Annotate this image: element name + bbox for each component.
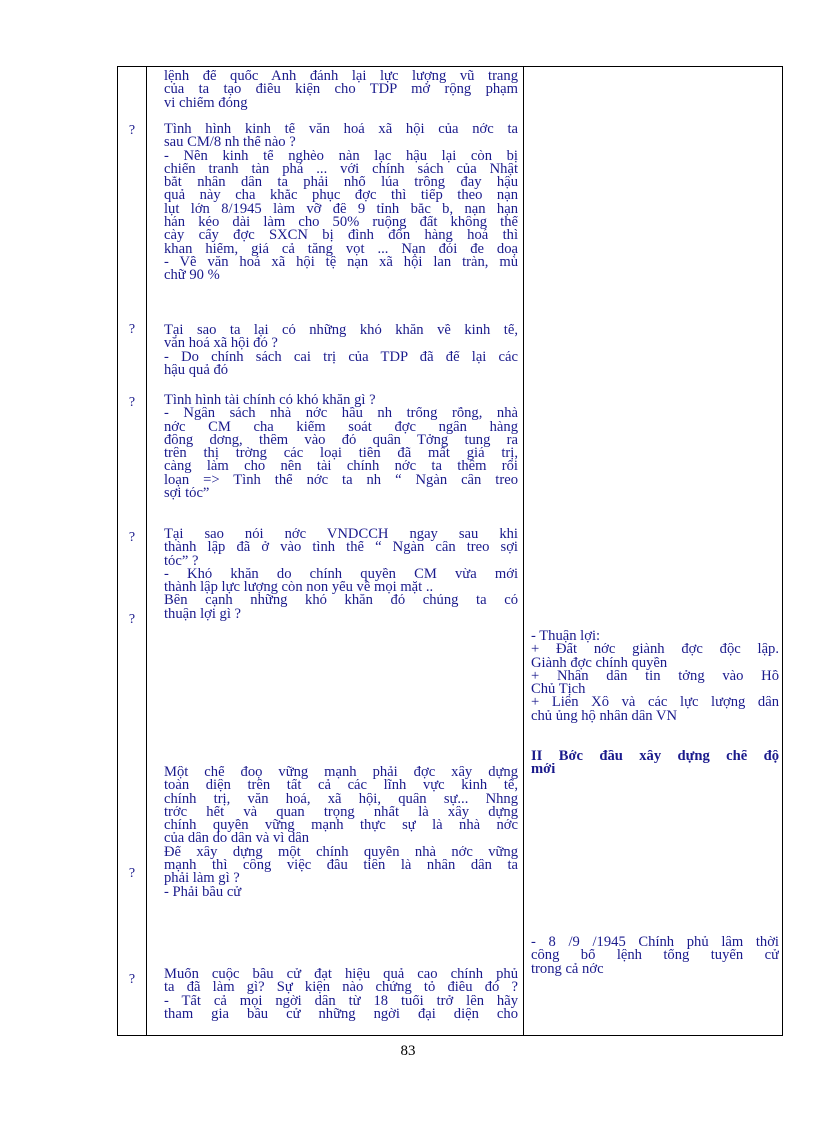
section-heading <box>531 750 779 777</box>
text-line: trong cả nớc <box>531 962 604 976</box>
text-line: Giành đợc chính quyền <box>531 656 668 670</box>
text-line: bắt nhân dân ta phải nhổ lúa trồng đay hậu <box>164 176 518 190</box>
heading-line: mới <box>531 763 556 777</box>
text-line: Một chế đoọ vững mạnh phải đợc xây dựng <box>164 766 518 780</box>
text-line: chính quyền vững mạnh thực sự là nhà nớc <box>164 819 518 833</box>
text-line: hậu quả đó <box>164 363 229 378</box>
text-line: cày cấy đợc SXCN bị đình đốn hàng hoá thì <box>164 229 518 243</box>
text-line: - Thuận lợi: <box>531 630 601 644</box>
text-block <box>531 630 779 723</box>
text-block <box>164 528 518 621</box>
heading-line: II Bớc đầu xây dựng chế độ <box>531 750 779 764</box>
text-line: + Đất nớc giành đợc độc lập. <box>531 643 779 657</box>
text-line: loạn => Tình thế nớc ta nh “ Ngàn cân treo <box>164 473 518 488</box>
text-line: chủ ủng hộ nhân dân VN <box>531 709 678 724</box>
text-line: công bố lệnh tổng tuyển cử <box>531 949 779 963</box>
text-line: tóc” ? <box>164 554 199 568</box>
text-line: sợi tóc” <box>164 487 210 501</box>
column-divider-right <box>523 67 524 1035</box>
text-line: Tại sao ta lại có những khó khăn về kinh tế, <box>164 324 518 338</box>
text-line: nớc CM cha kiểm soát đợc ngân hàng <box>164 420 518 434</box>
text-line: + Liên Xô và các lực lượng dân <box>531 696 779 710</box>
text-line: toàn diện trên tất cả các lĩnh vực kinh tế, <box>164 779 518 793</box>
text-block <box>164 123 518 283</box>
text-line: văn hoá xã hội đó ? <box>164 337 278 351</box>
text-line: - Nền kinh tế nghèo nàn lạc hậu lại còn bị <box>164 149 518 163</box>
content-table <box>117 66 783 1036</box>
question-mark: ? <box>128 123 136 138</box>
text-line: Tình hình tài chính có khó khăn gì ? <box>164 394 376 408</box>
text-line: chính trị, văn hoá, xã hội, quân sự... Nhng <box>164 792 518 806</box>
text-line: sau CM/8 nh thế nào ? <box>164 136 296 150</box>
text-line: vi chiếm đóng <box>164 96 248 110</box>
text-line: thành lập lực lượng còn non yếu về mọi mặt .. <box>164 581 434 595</box>
text-line: Tại sao nói nớc VNDCCH ngay sau khi <box>164 528 518 542</box>
question-mark: ? <box>128 530 136 545</box>
text-line: tham gia bầu cử những ngời đại diện cho <box>164 1007 518 1022</box>
text-line: đông dơng, thêm vào đó quân Tởng tung ra <box>164 433 518 448</box>
text-line: phải làm gì ? <box>164 872 240 886</box>
text-line: quả này cha khắc phục đợc thì tiếp theo nạn <box>164 189 518 203</box>
text-line: chiến tranh tàn phá ... với chính sách của Nhật <box>164 162 518 177</box>
text-line: chữ 90 % <box>164 269 220 283</box>
question-mark: ? <box>128 612 136 627</box>
text-line: trớc hết và quan trọng nhất là xây dựng <box>164 805 518 820</box>
text-line: Chủ Tịch <box>531 683 586 697</box>
text-line: Bên cạnh những khó khăn đó chúng ta có <box>164 594 518 608</box>
text-line: - Phải bầu cử <box>164 885 242 899</box>
page-number: 83 <box>400 1043 416 1059</box>
text-line: Để xây dựng một chính quyền nhà nớc vững <box>164 845 518 860</box>
text-line: của dân do dân và vì dân <box>164 832 310 846</box>
text-line: - Do chính sách cai trị của TDP đã để lại các <box>164 350 518 364</box>
text-line: + Nhân dân tin tởng vào Hồ <box>531 669 779 684</box>
text-block <box>531 936 779 976</box>
column-divider-left <box>146 67 147 1035</box>
text-line: Muốn cuộc bầu cử đạt hiệu quả cao chính phủ <box>164 968 518 982</box>
question-mark: ? <box>128 322 136 337</box>
text-line: - 8 /9 /1945 Chính phủ lâm thời <box>531 936 779 950</box>
text-line: lệnh đế quốc Anh đánh lại lực lượng vũ trang <box>164 70 518 84</box>
text-block <box>164 766 518 899</box>
text-block <box>164 968 518 1021</box>
question-mark: ? <box>128 866 136 881</box>
text-line: thuận lợi gì ? <box>164 607 242 622</box>
text-line: càng làm cho nền tài chính nớc ta thêm rối <box>164 460 518 474</box>
text-block <box>164 324 518 377</box>
text-line: hán kéo dài làm cho 50% ruộng đất không thể <box>164 216 518 230</box>
text-line: Tình hình kinh tế văn hoá xã hội của nớc ta <box>164 123 518 137</box>
text-line: khan hiếm, giá cả tăng vọt ... Nạn đói đe doạ <box>164 242 518 256</box>
text-block <box>164 70 518 110</box>
text-line: - Ngân sách nhà nớc hầu nh trống rỗng, nhà <box>164 407 518 421</box>
text-line: thành lập đã ở vào tình thế “ Ngàn cân treo sợi <box>164 541 518 555</box>
text-line: của ta tạo điều kiện cho TDP mở rộng phạm <box>164 83 518 97</box>
text-line: lụt lớn 8/1945 làm vỡ đê 9 tỉnh bắc b, nạn hạn <box>164 202 518 217</box>
text-line: - Về văn hoá xã hội tệ nạn xã hội lan tràn, mù <box>164 255 518 270</box>
text-line: ta đã làm gì? Sự kiện nào chứng tỏ điều đó ? <box>164 981 518 995</box>
text-line: mạnh thì công việc đầu tiên là nhân dân ta <box>164 859 518 873</box>
text-line: - Tất cả mọi ngời dân từ 18 tuổi trở lên hãy <box>164 994 518 1008</box>
question-mark: ? <box>128 395 136 410</box>
text-line: trên thị trờng các loại tiền đã mất giá trị, <box>164 447 518 461</box>
question-mark: ? <box>128 972 136 987</box>
text-line: - Khó khăn do chính quyền CM vừa mới <box>164 567 518 582</box>
text-block <box>164 394 518 500</box>
